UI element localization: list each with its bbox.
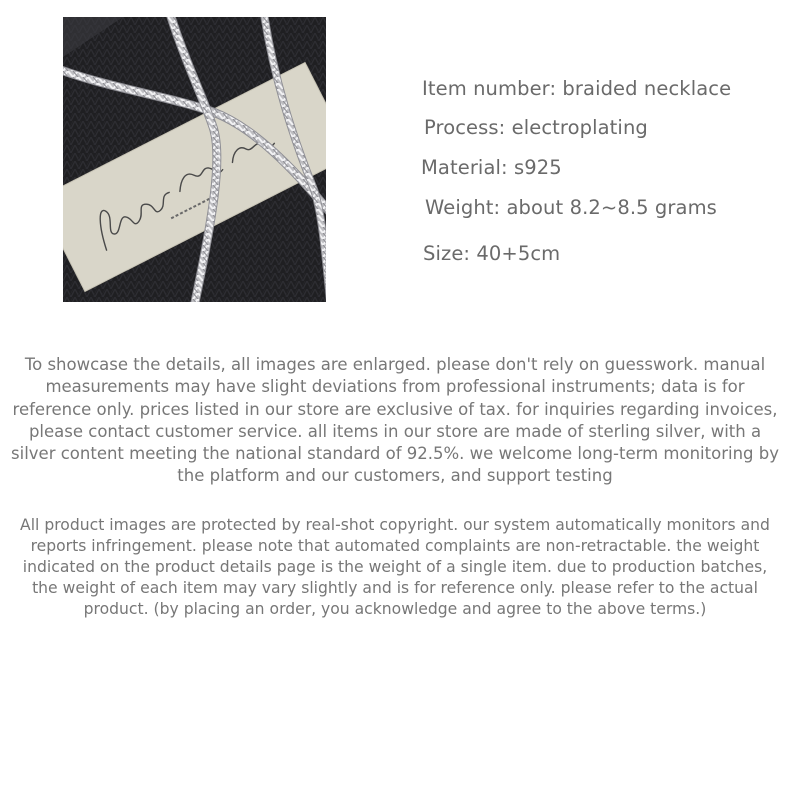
product-photo: [63, 17, 326, 302]
spec-weight: Weight: about 8.2~8.5 grams: [425, 196, 717, 219]
copyright-notice: All product images are protected by real-shot copyright. our system automatically monitors and reports infringement. please note that automated complaints are non-retractable. the weight indicated on the product details page is the weight of a single item. due to production batches, the weight of each item may vary slightly and is for reference only. please refer to the actual product. (by placing an order, you acknowledge and agree to the above terms.): [20, 516, 770, 618]
details-notice: To showcase the details, all images are enlarged. please don't rely on guesswork. manual measurements may have slight deviations from professional instruments; data is for reference only. prices listed in our store are exclusive of tax. for inquiries regarding invoices, please contact customer service. all items in our store are made of sterling silver, with a silver content meeting the national standard of 92.5%. we welcome long-term monitoring by the platform and our customers, and support testing: [11, 355, 779, 486]
spec-item-number: Item number: braided necklace: [422, 77, 732, 100]
spec-material: Material: s925: [421, 156, 562, 179]
spec-process: Process: electroplating: [424, 116, 648, 139]
spec-size: Size: 40+5cm: [423, 242, 561, 265]
